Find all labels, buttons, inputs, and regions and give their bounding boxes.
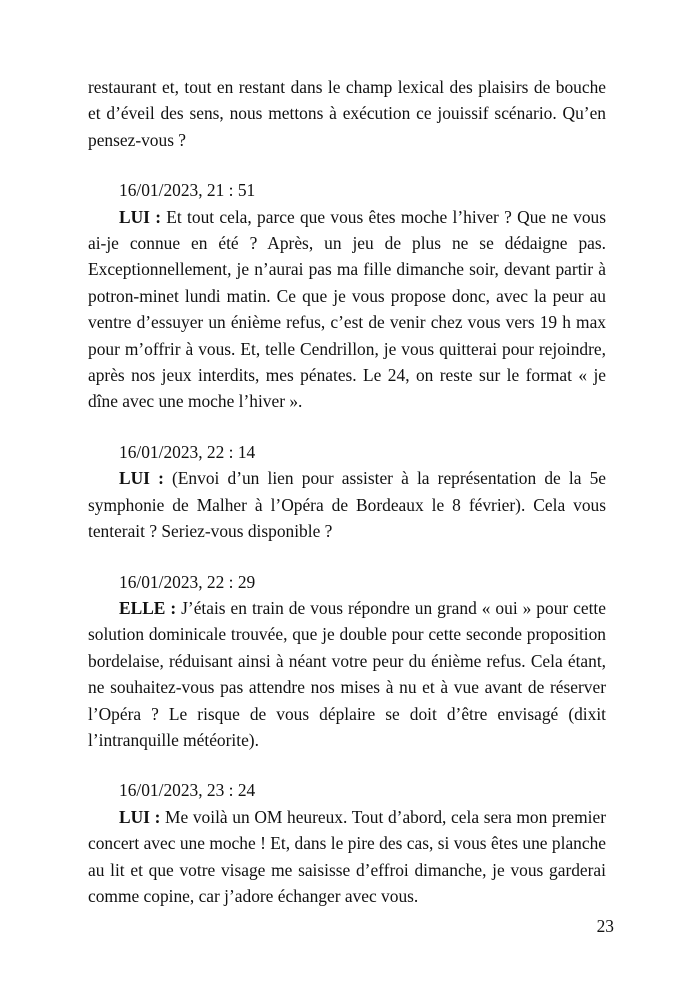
speaker-label: LUI : bbox=[119, 468, 164, 489]
speaker-label: ELLE : bbox=[119, 597, 177, 618]
message-text: Et tout cela, parce que vous êtes moche l’hiver ? Que ne vous ai-je connue en été ? Après, un jeu de plus ne se dédaigne pas. Exceptionnellement, je n’aurai pas ma fille dimanche soir, devant partir à potron-minet lundi matin. Ce que je vous propose donc, avec la peur au ventre d’essuyer un énième refus, c’est de venir chez vous vers 19 h max pour m’offrir à vous. Et, telle Cendrillon, je vous quitterai pour rejoindre, après nos jeux interdits, mes pénates. Le 24, on reste sur le format « je dîne avec une moche l’hiver ». bbox=[88, 206, 606, 412]
message-paragraph bbox=[88, 204, 606, 415]
message-text: J’étais en train de vous répondre un grand « oui » pour cette solution dominicale trouvée, que je double pour cette seconde proposition bordelaise, réduisant ainsi à néant votre peur du énième refus. Cela étant, ne souhaitez-vous pas attendre nos mises à nu et à vue avant de réserver l’Opéra ? Le risque de vous déplaire se doit d’être envisagé (dixit l’intranquille météorite). bbox=[88, 597, 606, 750]
message-block-2 bbox=[88, 439, 606, 545]
speaker-label: LUI : bbox=[119, 206, 162, 227]
message-paragraph bbox=[88, 804, 606, 910]
message-timestamp: 16/01/2023, 21 : 51 bbox=[119, 180, 256, 201]
message-block-1 bbox=[88, 177, 606, 415]
page-number: 23 bbox=[596, 916, 614, 936]
message-timestamp: 16/01/2023, 22 : 29 bbox=[119, 571, 256, 592]
message-timestamp: 16/01/2023, 22 : 14 bbox=[119, 441, 256, 462]
message-paragraph bbox=[88, 465, 606, 544]
message-paragraph bbox=[88, 595, 606, 753]
message-block-3 bbox=[88, 569, 606, 754]
message-text: (Envoi d’un lien pour assister à la représentation de la 5e symphonie de Malher à l’Opéra de Bordeaux le 8 février). Cela vous tenterait ? Seriez-vous disponible ? bbox=[88, 468, 606, 542]
page-body bbox=[88, 74, 606, 909]
intro-paragraph: restaurant et, tout en restant dans le champ lexical des plaisirs de bouche et d’éveil des sens, nous mettons à exécution ce jouissif scénario. Qu’en pensez-vous ? bbox=[88, 77, 606, 150]
message-timestamp: 16/01/2023, 23 : 24 bbox=[119, 780, 256, 801]
speaker-label: LUI : bbox=[119, 806, 161, 827]
message-text: Me voilà un OM heureux. Tout d’abord, cela sera mon premier concert avec une moche ! Et, dans le pire des cas, si vous êtes une planche au lit et que votre visage me saisisse d’effroi dimanche, je vous garderai comme copine, car j’adore échanger avec vous. bbox=[88, 806, 606, 906]
message-block-4 bbox=[88, 777, 606, 909]
